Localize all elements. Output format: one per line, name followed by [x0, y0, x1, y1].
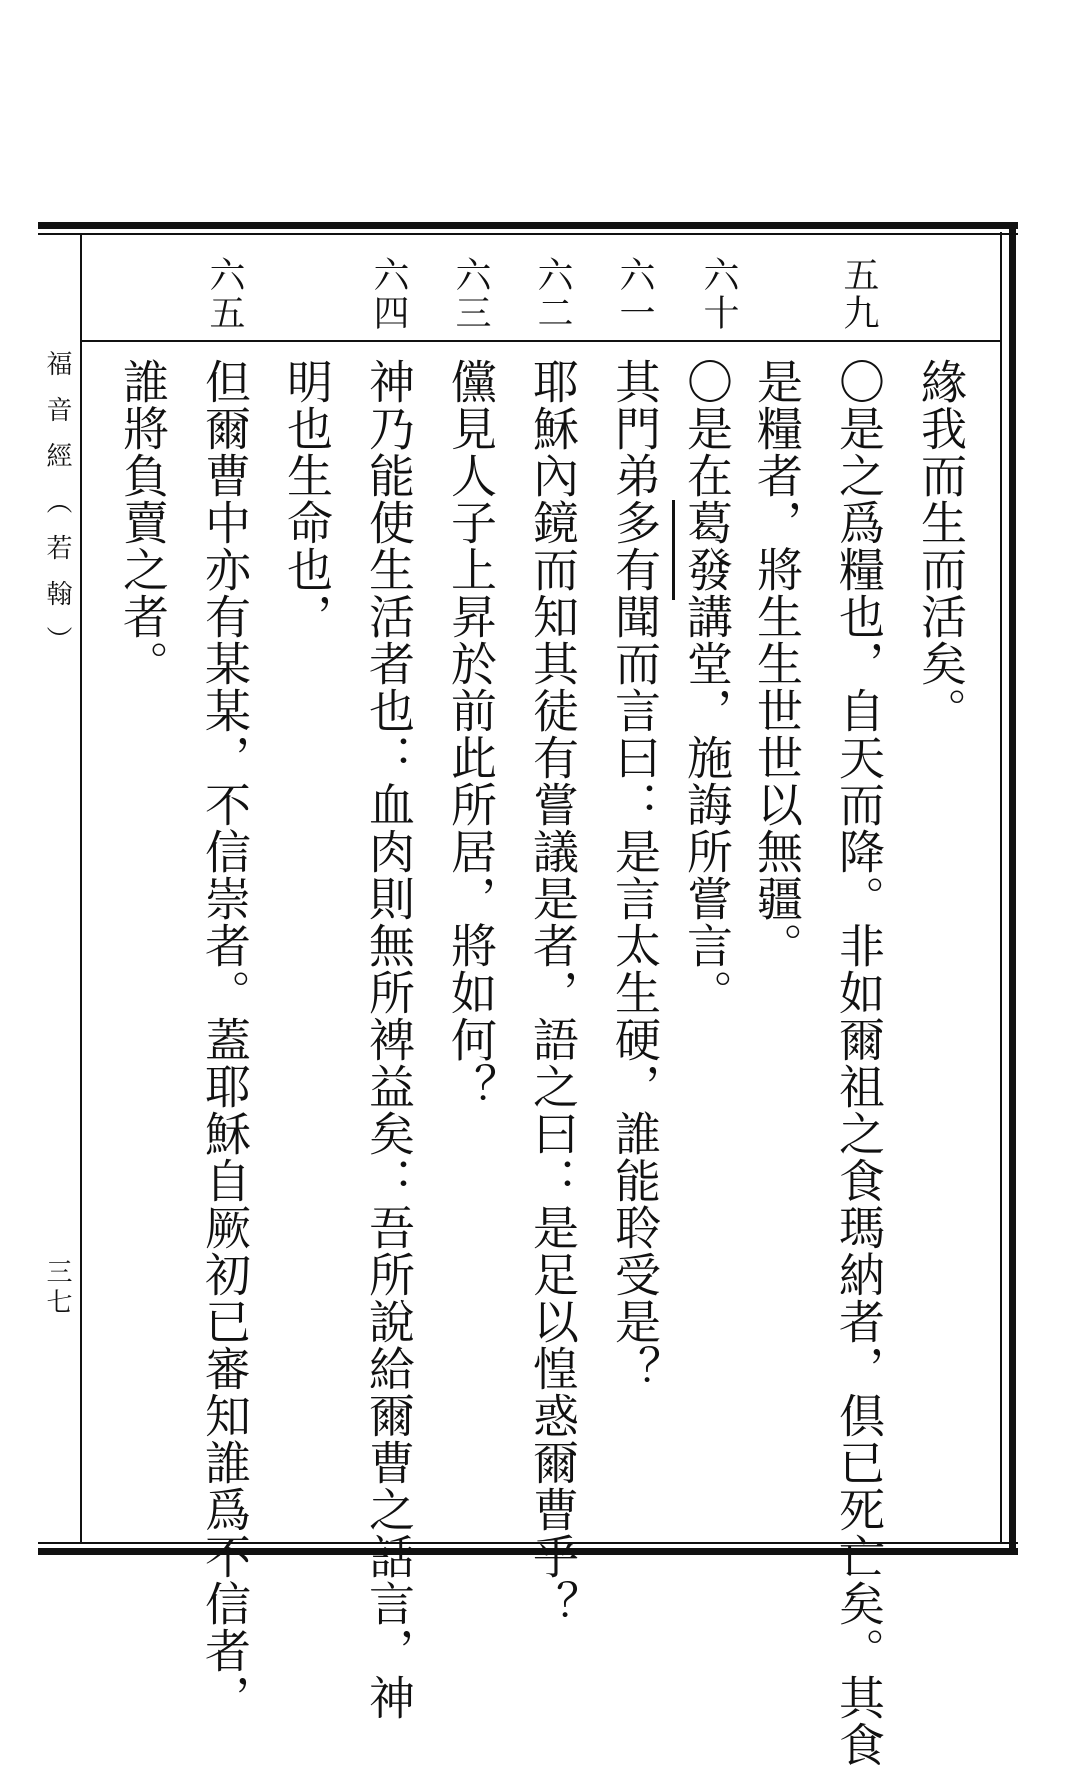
text-column-4: 〇是在葛發講堂，施誨所嘗言。	[680, 358, 734, 1016]
proper-name-mark	[672, 500, 675, 600]
verse-number-61: 六一	[614, 256, 655, 332]
right-border-inner	[1000, 232, 1002, 1544]
text-column-2: 〇是之爲糧也，自天而降。非如爾祖之食瑪納者，倶已死亡矣。其食	[832, 358, 886, 1768]
margin-divider	[80, 235, 82, 1544]
text-column-1: 緣我而生而活矣。	[914, 358, 968, 734]
verse-number-64: 六四	[368, 256, 409, 332]
verse-number-65: 六五	[204, 256, 245, 332]
text-column-7: 儻見人子上昇於前此所居，將如何？	[444, 358, 498, 1110]
verse-number-59: 五九	[838, 256, 879, 332]
verse-number-62: 六二	[532, 256, 573, 332]
verse-number-63: 六三	[450, 256, 491, 332]
top-border-inner	[38, 233, 1018, 235]
text-column-6: 耶穌內鏡而知其徒有嘗議是者，語之曰：是足以惶惑爾曹乎？	[526, 358, 580, 1627]
verse-number-60: 六十	[698, 256, 739, 332]
book-title: 福音經（若翰）	[42, 350, 72, 672]
text-column-11: 誰將負賣之者。	[116, 358, 170, 687]
text-column-5: 其門弟多有聞而言曰：是言太生硬，誰能聆受是？	[608, 358, 662, 1392]
verse-number-divider	[80, 340, 1002, 342]
text-column-10: 但爾曹中亦有某某，不信崇者。蓋耶穌自厥初已審知誰爲不信者，	[198, 358, 252, 1721]
text-column-9: 明也生命也，	[280, 358, 334, 640]
top-border	[38, 222, 1018, 229]
text-column-3: 是糧者，將生生世世以無疆。	[750, 358, 804, 969]
right-border	[1009, 222, 1016, 1555]
text-column-8: 神乃能使生活者也：血肉則無所裨益矣：吾所說給爾曹之話言，神	[362, 358, 416, 1721]
page-number: 三七	[42, 1258, 72, 1318]
